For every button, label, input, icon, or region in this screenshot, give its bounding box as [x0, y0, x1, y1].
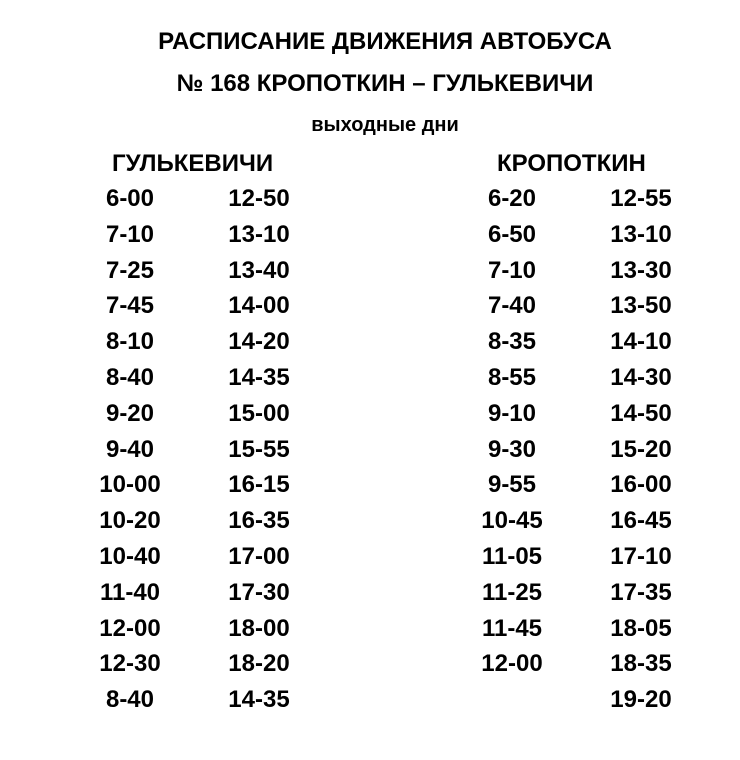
departure-time: 6-00 [105, 185, 155, 212]
gulkevichi-times-col1 [85, 181, 175, 718]
departure-time: 16-15 [228, 471, 290, 499]
departure-time: 16-45 [610, 507, 672, 535]
departure-time: 13-40 [228, 256, 290, 284]
departure-time: 14-35 [228, 686, 290, 714]
departure-time: 11-25 [481, 578, 543, 606]
departure-time: 17-10 [610, 542, 672, 570]
departure-time: 9-40 [105, 435, 155, 463]
gulkevichi-times-col2 [214, 181, 304, 718]
departure-time: 14-20 [228, 328, 290, 356]
departure-time: 16-00 [610, 471, 672, 499]
departure-time: 11-45 [481, 614, 543, 642]
kropotkin-times-col2 [596, 181, 686, 718]
departure-time: 14-10 [610, 328, 672, 356]
departure-time: 9-20 [105, 399, 155, 427]
route-title: № 168 КРОПОТКИН – ГУЛЬКЕВИЧИ [176, 70, 594, 97]
departure-time: 9-55 [487, 471, 537, 499]
departure-time: 18-35 [610, 650, 672, 678]
departure-time: 10-20 [99, 507, 161, 535]
departure-time: 13-30 [610, 256, 672, 284]
departure-time: 11-05 [481, 542, 543, 570]
departure-time: 13-50 [610, 292, 672, 320]
departure-time: 18-05 [610, 614, 672, 642]
departure-time: 17-35 [610, 578, 672, 606]
departure-time: 16-35 [228, 507, 290, 535]
departure-time: 8-35 [487, 328, 537, 356]
departure-time: 10-40 [99, 542, 161, 570]
departure-time: 13-10 [228, 220, 290, 248]
departure-time: 18-20 [228, 650, 290, 678]
kropotkin-times-col1 [467, 181, 557, 682]
departure-time: 7-40 [487, 292, 537, 320]
departure-time: 11-40 [99, 578, 161, 606]
departure-time: 17-30 [228, 578, 290, 606]
departure-time: 6-50 [487, 220, 537, 248]
departure-time: 9-30 [487, 435, 537, 463]
departure-time: 13-10 [610, 220, 672, 248]
gulkevichi-column-header: ГУЛЬКЕВИЧИ [112, 150, 274, 177]
departure-time: 8-40 [105, 686, 155, 714]
departure-time: 12-30 [99, 650, 161, 678]
departure-time: 9-10 [487, 399, 537, 427]
departure-time: 14-35 [228, 363, 290, 391]
departure-time: 17-00 [228, 542, 290, 570]
departure-time: 6-20 [487, 185, 537, 212]
departure-time: 7-10 [487, 256, 537, 284]
departure-time: 7-25 [105, 256, 155, 284]
departure-time: 14-00 [228, 292, 290, 320]
departure-time: 12-50 [228, 185, 290, 212]
departure-time: 10-45 [481, 507, 543, 535]
schedule-title: РАСПИСАНИЕ ДВИЖЕНИЯ АВТОБУСА [158, 28, 612, 55]
departure-time: 19-20 [610, 686, 672, 714]
schedule-subtitle: выходные дни [311, 114, 459, 136]
departure-time: 8-40 [105, 363, 155, 391]
departure-time: 18-00 [228, 614, 290, 642]
departure-time: 15-55 [228, 435, 290, 463]
departure-time: 8-55 [487, 363, 537, 391]
departure-time: 12-00 [99, 614, 161, 642]
departure-time: 12-00 [481, 650, 543, 678]
departure-time: 7-10 [105, 220, 155, 248]
departure-time: 8-10 [105, 328, 155, 356]
departure-time: 7-45 [105, 292, 155, 320]
departure-time: 15-00 [228, 399, 290, 427]
departure-time: 10-00 [99, 471, 161, 499]
departure-time: 14-50 [610, 399, 672, 427]
kropotkin-column-header: КРОПОТКИН [497, 150, 646, 177]
departure-time: 14-30 [610, 363, 672, 391]
departure-time: 12-55 [610, 185, 672, 212]
departure-time: 15-20 [610, 435, 672, 463]
